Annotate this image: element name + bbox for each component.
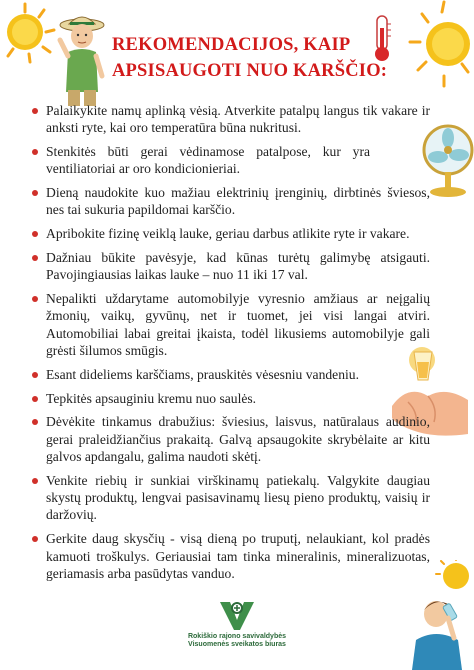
title-line-1: REKOMENDACIJOS, KAIP (112, 35, 351, 55)
list-item: Tepkitės apsauginiu kremu nuo saulės. (32, 390, 430, 407)
list-item: Dieną naudokite kuo mažiau elektrinių įrenginių, dirbtinės šviesos, nes tai sukuria papildomai karščio. (32, 184, 430, 219)
list-item: Palaikykite namų aplinką vėsią. Atverkite patalpų langus tik vakare ir anksti ryte, kai oro temperatūra būna nukritusi. (32, 102, 430, 137)
organization-name (175, 633, 299, 649)
recommendations-list (32, 102, 430, 589)
title-line-2: APSISAUGOTI NUO KARŠČIO: (112, 61, 388, 81)
boy-with-hat-illustration (52, 10, 110, 108)
list-item: Esant dideliems karščiams, prauskitės vėsesniu vandeniu. (32, 366, 430, 383)
list-item: Nepalikti uždarytame automobilyje vyresnio amžiaus ar neįgalių žmonių, vaikų, gyvūnų, net ir tuomet, jei visi langai atviri. Automobiliai labai greitai įkaista, todėl likusiems automobilyje gali grėsti šilumos smūgis. (32, 290, 430, 359)
page-title (112, 32, 432, 84)
organization-name-line-1: Rokiškio rajono savivaldybės (187, 633, 287, 640)
list-item: Dažniau būkite pavėsyje, kad kūnas turėtų galimybę atsigauti. Pavojingiausias laikas lauke – nuo 11 iki 17 val. (32, 249, 430, 284)
organization-logo (216, 598, 258, 632)
list-item: Gerkite daug skysčių - visą dieną po truputį, nelaukiant, kol pradės kamuoti troškulys. Geriausiai tam tinka mineralinis, mineralizuotas, geriamasis arba pasūdytas vanduo. (32, 530, 430, 582)
organization-name-line-2: Visuomenės sveikatos biuras (188, 641, 286, 648)
list-item: Dėvėkite tinkamus drabužius: šviesius, laisvus, natūralaus audinio, gerai praleidžiančius prakaitą. Galvą apsaugokite skrybėlaite ar kitu galvos apdangalu, galima naudoti skėtį. (32, 413, 430, 465)
list-item: Venkite riebių ir sunkiai virškinamų patiekalų. Valgykite daugiau skystų produktų, lengvai pasisavinamų liesų pieno produktų, vaisių ir daržovių. (32, 472, 430, 524)
list-item: Stenkitės būti gerai vėdinamose patalpose, kur yra ventiliatoriai ar oro kondicionieriai. (32, 143, 430, 178)
list-item: Apribokite fizinę veiklą lauke, geriau darbus atlikite ryte ir vakare. (32, 225, 430, 242)
